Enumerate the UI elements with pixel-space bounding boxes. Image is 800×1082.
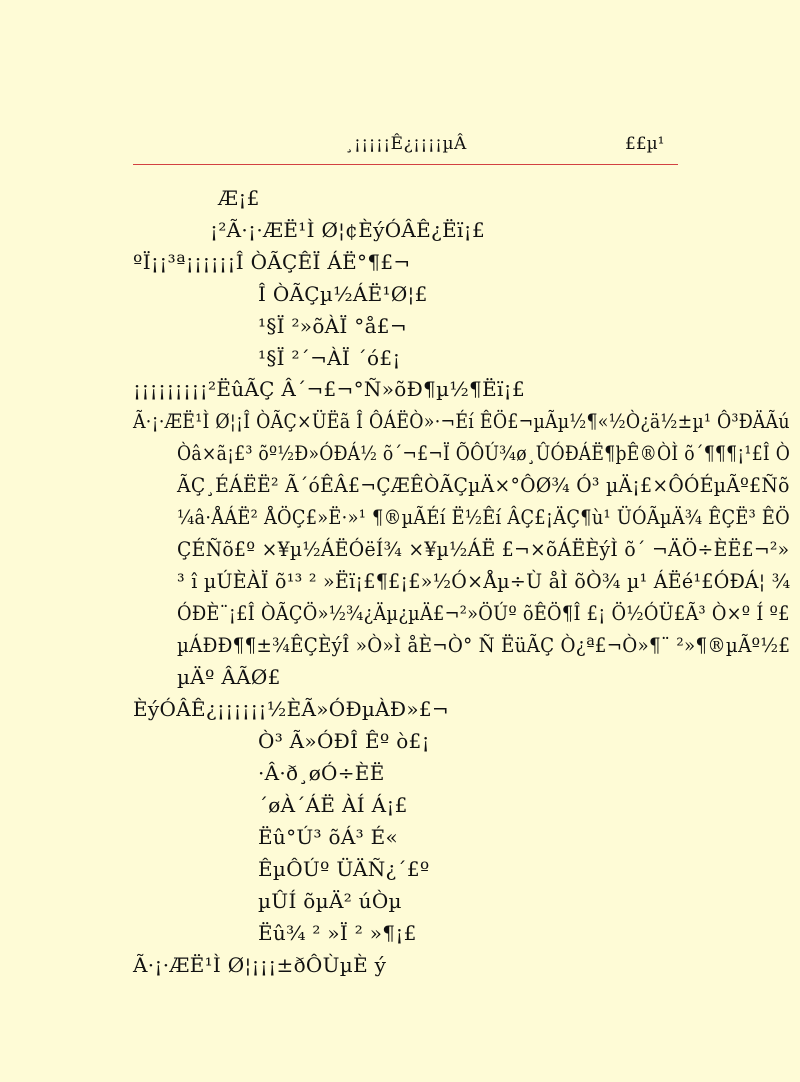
verse-line: Ò³ Ã»ÓÐÎ Êº ò£¡ xyxy=(258,729,430,753)
text-line: Ã·¡·ÆË¹Ì Ø¦¡Î ÒÃÇ×ÜËã Î ÔÁËÒ»·¬Éí ÊÖ£¬µÃµ½¶«½Ò¿ä½±µ¹ Ô³ÐÄÃú xyxy=(133,409,790,433)
text-line: ¡¡¡¡¡¡¡¡¡²ËûÃÇ Â´¬£¬°Ñ»õÐ¶µ½¶Ëï¡£ xyxy=(133,377,526,401)
text-line: ¹§Ï ²»õÀÏ °å£¬ xyxy=(258,314,407,338)
text-line: µÁÐÐ¶¶±¾ÊÇÈýÎ »Ò»Ì åÈ¬Ò° Ñ ËüÃÇ Ò¿ª£¬Ò»¶¨ ²»¶®µÃº½£ xyxy=(177,633,791,657)
verse-line: µÛÍ õµÄ² úÒµ xyxy=(258,889,402,913)
text-line: ÓÐÈ¨¡£Î ÒÃÇÖ»½¾¿Äµ¿µÄ£¬²»ÖÚº õÊÖ¶Î £¡ Ö½ÓÜ£Ã³ Ò×º Í º£ xyxy=(177,601,790,625)
verse-line: Ëû°Ú³ õÁ³ É« xyxy=(258,825,399,849)
verse-line: ÊµÔÚº ÜÄÑ¿´£º xyxy=(258,857,430,881)
text-line: ÃÇ¸ÉÁËË² Ã´óÊÂ£¬ÇÆÊÒÃÇµÄ×°ÔØ¾ Ó³ µÄ¡£×ÔÓÉµÃº£Ñõ xyxy=(177,473,790,497)
text-line: ¹§Ï ²´¬ÀÏ ´ó£¡ xyxy=(258,346,401,370)
text-line: µÄº ÂÃØ£ xyxy=(177,665,281,689)
text-line: ¡²Ã·¡·ÆË¹Ì Ø¦¢ÈýÓÂÊ¿Ëï¡£ xyxy=(210,218,486,242)
page-number: ££µ¹ xyxy=(625,134,665,154)
text-line: Æ¡£ xyxy=(218,186,260,210)
text-line: Òâ×ã¡£³ õº½Ð»ÓÐÁ½ õ´¬£¬Ï ÕÔÚ¾ø¸ÛÓÐÁË¶þÊ®ÒÌ õ´¶¶¶¡¹£Î Ò xyxy=(177,441,791,465)
text-line: Î ÒÃÇµ½ÁË¹Ø¦£ xyxy=(258,282,428,306)
speaker-label: ÈýÓÂÊ¿¡¡¡¡¡¡½ÈÃ»ÓÐµÀÐ»£¬ xyxy=(133,697,449,721)
text-line: ºÏ¡¡³ª¡¡¡¡¡¡Î ÒÃÇÊÏ ÁË°¶£¬ xyxy=(133,250,411,274)
header-rule xyxy=(133,164,678,165)
text-line: ÇÉÑõ£º ×¥µ½ÁËÓëÍ¾ ×¥µ½ÁË £¬×õÁËÈýÌ õ´ ¬ÄÖ÷ÈË£¬²» xyxy=(177,537,790,561)
text-line: ¼â·ÅÁË² ÅÖÇ£»Ë·»¹ ¶®µÃÉí Ë½Êí ÂÇ£¡ÄÇ¶ù¹ ÜÓÃµÄ¾ ÊÇË³ ÊÖ xyxy=(177,505,790,529)
running-header-title: ¸¡¡¡¡¡Ê¿¡¡¡¡µÂ xyxy=(345,134,467,154)
verse-line: Ëû¾ ² »Ï ² »¶¡£ xyxy=(258,921,417,945)
text-line: Ã·¡·ÆË¹Ì Ø¦¡¡¡±ðÔÙµÈ ý xyxy=(133,953,387,977)
verse-line: ´øÀ´ÁË ÀÍ Á¡£ xyxy=(258,793,408,817)
text-line: ³ î µÚÈÀÏ õ¹³ ² »Ëï¡£¶£¡£»½Ó×Åµ÷Ù åÌ õÒ¾ µ¹ ÁËé¹£ÓÐÁ¦ ¾ xyxy=(177,569,791,593)
verse-line: ·Â·ð¸øÓ÷ÈË xyxy=(258,761,385,785)
